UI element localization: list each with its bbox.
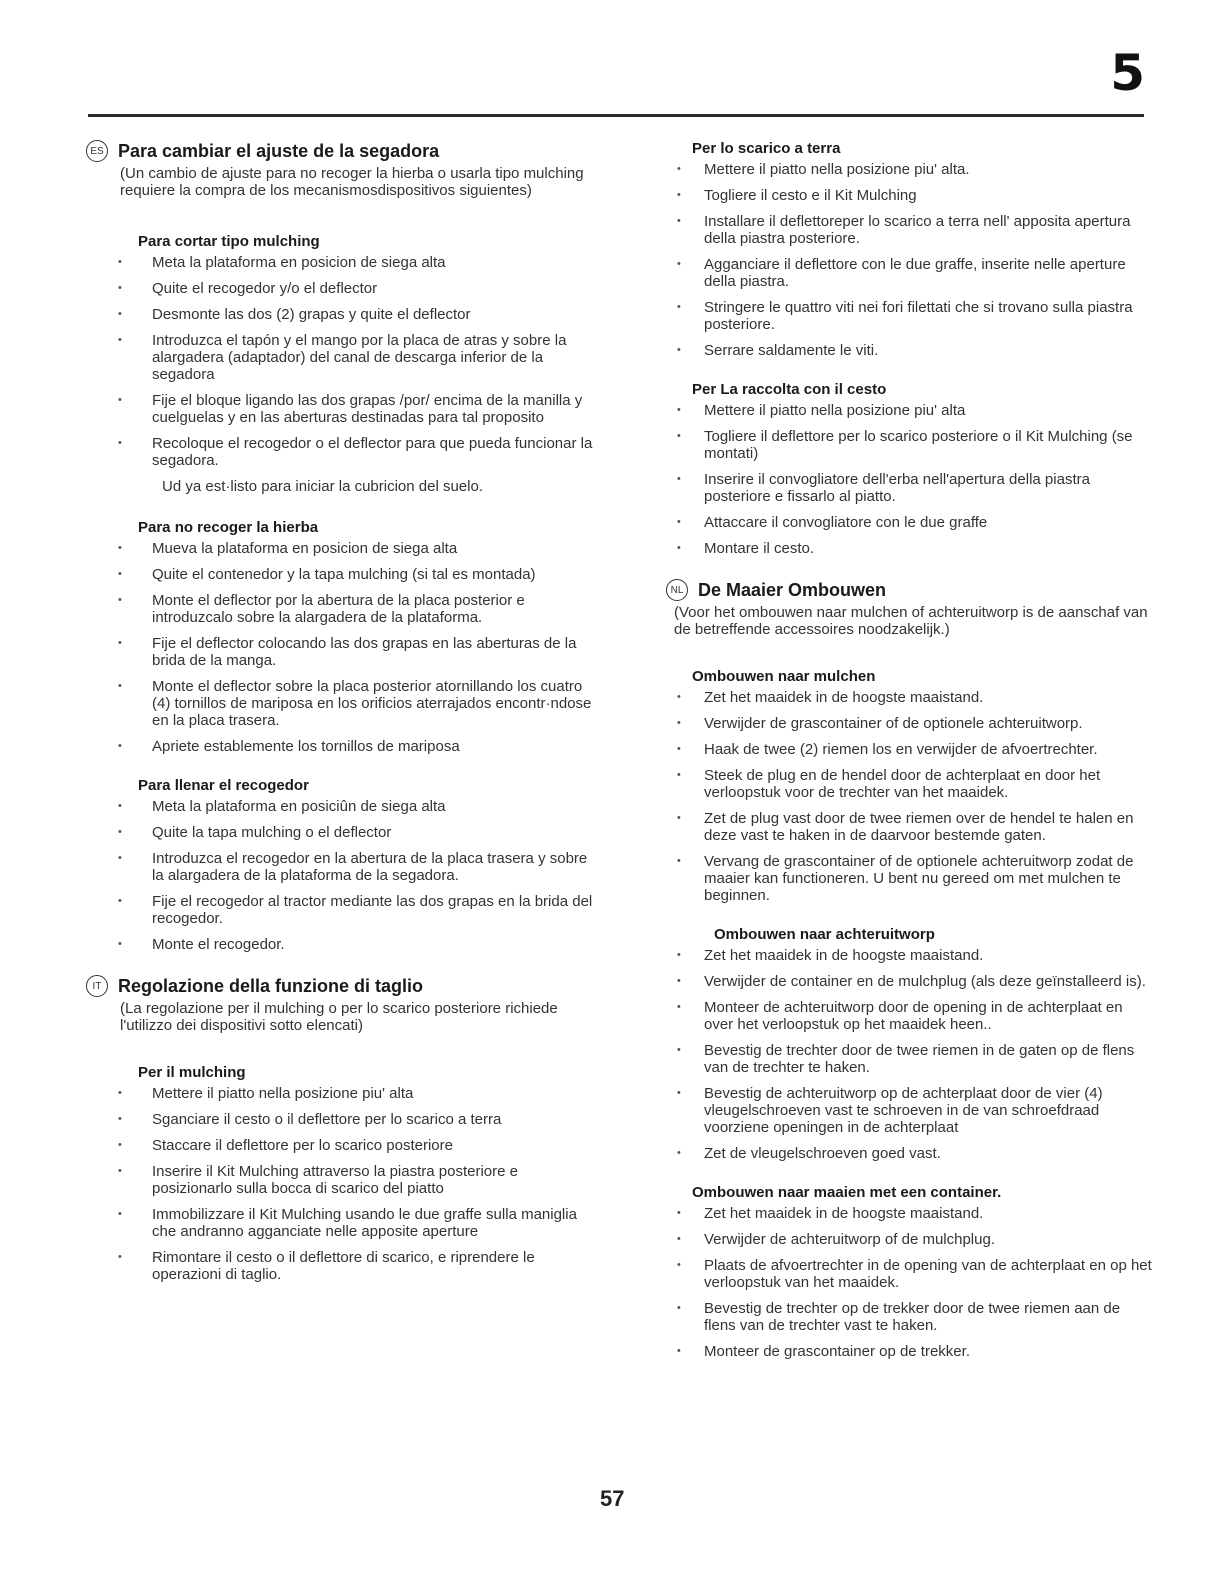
subheading-es-mulching: Para cortar tipo mulching <box>138 233 320 250</box>
list-item: • Zet de vleugelschroeven goed vast. <box>674 1145 1152 1162</box>
page-number: 57 <box>600 1486 625 1511</box>
list-item: • Desmonte las dos (2) grapas y quite el deflector <box>86 306 596 323</box>
header-rule <box>88 114 1144 117</box>
list-item: • Vervang de grascontainer of de optionele achteruitworp zodat de maaier kan functioneren. U bent nu gereed om met mulchen te beginnen. <box>674 853 1152 904</box>
list-nl-mulchen <box>674 689 1152 904</box>
list-item: • Monte el deflector por la abertura de la placa posterior e introduzcalo sobre la alargadera de la plataforma. <box>86 592 596 626</box>
list-item: • Immobilizzare il Kit Mulching usando le due graffe sulla maniglia che andranno agganciate nelle apposite aperture <box>86 1206 596 1240</box>
subheading-nl-container: Ombouwen naar maaien met een container. <box>692 1184 1002 1201</box>
list-item: • Introduzca el tapón y el mango por la placa de atras y sobre la alargadera (adaptador) del canal de descarga inferior de la segadora <box>86 332 596 383</box>
list-item: • Bevestig de trechter op de trekker door de twee riemen aan de flens van de trechter vast te haken. <box>674 1300 1152 1334</box>
list-item: • Mueva la plataforma en posicion de siega alta <box>86 540 596 557</box>
section-title-es: Para cambiar el ajuste de la segadora <box>118 140 440 161</box>
section-header-es <box>86 140 596 162</box>
chapter-number: 5 <box>1110 44 1145 102</box>
list-item: • Monteer de achteruitworp door de opening in de achterplaat en over het verloopstuk op het maaidek heen.. <box>674 999 1152 1033</box>
list-it-mulching <box>86 1085 596 1283</box>
subheading-it-mulching: Per il mulching <box>138 1064 246 1081</box>
list-item: • Bevestig de achteruitworp op de achterplaat door de vier (4) vleugelschroeven vast te schroeven in de van schroefdraad voorziene openingen in de achterplaat <box>674 1085 1152 1136</box>
left-column <box>86 140 596 1292</box>
list-item: • Quite el contenedor y la tapa mulching (si tal es montada) <box>86 566 596 583</box>
subheading-es-llenar: Para llenar el recogedor <box>138 777 309 794</box>
list-item: • Fije el deflector colocando las dos grapas en las aberturas de la brida de la manga. <box>86 635 596 669</box>
list-item: • Installare il deflettoreper lo scarico a terra nell' apposita apertura della piastra posteriore. <box>674 213 1152 247</box>
language-badge-it: IT <box>86 975 108 997</box>
list-item: • Monte el deflector sobre la placa posterior atornillando los cuatro (4) tornillos de mariposa en los orificios aterrajados encontr·ndose en la placa trasera. <box>86 678 596 729</box>
subheading-it-scarico: Per lo scarico a terra <box>692 140 841 157</box>
list-item: • Bevestig de trechter door de twee riemen in de gaten op de flens van de trechter te haken. <box>674 1042 1152 1076</box>
list-item: • Monteer de grascontainer op de trekker. <box>674 1343 1152 1360</box>
section-header-nl <box>666 579 1152 601</box>
list-item: • Monte el recogedor. <box>86 936 596 953</box>
list-item: • Staccare il deflettore per lo scarico posteriore <box>86 1137 596 1154</box>
list-item: • Zet het maaidek in de hoogste maaistand. <box>674 947 1152 964</box>
list-item: • Meta la plataforma en posicion de siega alta <box>86 254 596 271</box>
list-item: • Stringere le quattro viti nei fori filettati che si trovano sulla piastra posteriore. <box>674 299 1152 333</box>
section-title-nl: De Maaier Ombouwen <box>698 579 887 600</box>
list-item: • Montare il cesto. <box>674 540 1152 557</box>
list-item: • Recoloque el recogedor o el deflector para que pueda funcionar la segadora. <box>86 435 596 469</box>
language-badge-nl: NL <box>666 579 688 601</box>
right-column <box>670 140 1152 1369</box>
list-item: • Introduzca el recogedor en la abertura de la placa trasera y sobre la alargadera de la plataforma de la segadora. <box>86 850 596 884</box>
language-badge-es: ES <box>86 140 108 162</box>
list-item: • Mettere il piatto nella posizione piu' alta. <box>674 161 1152 178</box>
list-item: • Apriete establemente los tornillos de mariposa <box>86 738 596 755</box>
list-item: • Zet het maaidek in de hoogste maaistand. <box>674 689 1152 706</box>
section-title-it: Regolazione della funzione di taglio <box>118 975 424 996</box>
subheading-it-raccolta: Per La raccolta con il cesto <box>692 381 887 398</box>
list-item: • Zet de plug vast door de twee riemen over de hendel te halen en deze vast te haken in de daarvoor bestemde gaten. <box>674 810 1152 844</box>
list-item: • Togliere il deflettore per lo scarico posteriore o il Kit Mulching (se montati) <box>674 428 1152 462</box>
list-item: • Serrare saldamente le viti. <box>674 342 1152 359</box>
list-it-scarico <box>674 161 1152 359</box>
list-nl-container <box>674 1205 1152 1360</box>
list-es-mulching <box>86 254 596 469</box>
list-item: • Meta la plataforma en posiciûn de siega alta <box>86 798 596 815</box>
list-item: • Zet het maaidek in de hoogste maaistand. <box>674 1205 1152 1222</box>
list-item: • Sganciare il cesto o il deflettore per lo scarico a terra <box>86 1111 596 1128</box>
list-item: • Haak de twee (2) riemen los en verwijder de afvoertrechter. <box>674 741 1152 758</box>
list-item: • Verwijder de container en de mulchplug (als deze geïnstalleerd is). <box>674 973 1152 990</box>
list-item: • Inserire il convogliatore dell'erba nell'apertura della piastra posteriore e fissarlo al piatto. <box>674 471 1152 505</box>
list-item: • Togliere il cesto e il Kit Mulching <box>674 187 1152 204</box>
note-es-ready: Ud ya est·listo para iniciar la cubricion del suelo. <box>162 478 483 495</box>
list-item: • Mettere il piatto nella posizione piu' alta <box>674 402 1152 419</box>
list-item: • Quite la tapa mulching o el deflector <box>86 824 596 841</box>
list-es-no-recoger <box>86 540 596 755</box>
list-es-llenar <box>86 798 596 953</box>
list-item: • Attaccare il convogliatore con le due graffe <box>674 514 1152 531</box>
section-header-it <box>86 975 596 997</box>
list-nl-achteruitworp <box>674 947 1152 1162</box>
subheading-es-no-recoger: Para no recoger la hierba <box>138 519 319 536</box>
section-intro-it: (La regolazione per il mulching o per lo scarico posteriore richiede l'utilizzo dei dispositivi sotto elencati) <box>120 1000 558 1034</box>
section-intro-es: (Un cambio de ajuste para no recoger la hierba o usarla tipo mulching requiere la compra de los mecanismosdispositivos siguientes) <box>120 165 584 199</box>
list-item: • Quite el recogedor y/o el deflector <box>86 280 596 297</box>
list-item: • Plaats de afvoertrechter in de opening van de achterplaat en op het verloopstuk van het maaidek. <box>674 1257 1152 1291</box>
list-item: • Steek de plug en de hendel door de achterplaat en door het verloopstuk voor de trechter van het maaidek. <box>674 767 1152 801</box>
list-item: • Inserire il Kit Mulching attraverso la piastra posteriore e posizionarlo sulla bocca di scarico del piatto <box>86 1163 596 1197</box>
subheading-nl-mulchen: Ombouwen naar mulchen <box>692 668 876 685</box>
list-item: • Fije el recogedor al tractor mediante las dos grapas en la brida del recogedor. <box>86 893 596 927</box>
list-item: • Verwijder de grascontainer of de optionele achteruitworp. <box>674 715 1152 732</box>
list-item: • Agganciare il deflettore con le due graffe, inserite nelle aperture della piastra. <box>674 256 1152 290</box>
list-item: • Verwijder de achteruitworp of de mulchplug. <box>674 1231 1152 1248</box>
subheading-nl-achteruitworp: Ombouwen naar achteruitworp <box>714 926 935 943</box>
list-item: • Mettere il piatto nella posizione piu' alta <box>86 1085 596 1102</box>
list-it-raccolta <box>674 402 1152 557</box>
list-item: • Rimontare il cesto o il deflettore di scarico, e riprendere le operazioni di taglio. <box>86 1249 596 1283</box>
list-item: • Fije el bloque ligando las dos grapas /por/ encima de la manilla y cuelguelas y en las aberturas destinadas para tal proposito <box>86 392 596 426</box>
section-intro-nl: (Voor het ombouwen naar mulchen of achteruitworp is de aanschaf van de betreffende accessoires noodzakelijk.) <box>674 604 1148 638</box>
